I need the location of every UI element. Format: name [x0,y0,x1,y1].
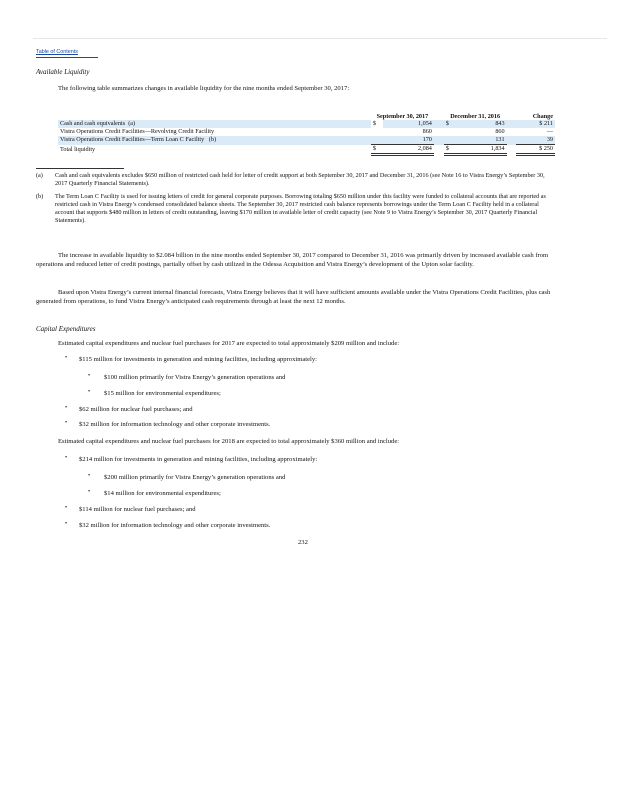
bullet-icon: • [88,473,91,479]
list-item-text: $114 million for nuclear fuel purchases; and [79,506,196,513]
list-item-text: $14 million for environmental expenditures; [104,490,221,497]
bullet-icon: • [88,389,91,395]
header-sept-2017: September 30, 2017 [376,112,429,120]
bullet-icon: • [65,505,68,511]
header-change: Change [532,112,553,120]
table-row [58,136,555,145]
bullet-icon: • [65,420,68,426]
bullet-icon: • [88,489,91,495]
list-item-text: $15 million for environmental expenditures; [104,390,221,397]
footnote-marker: (b) [36,193,44,200]
currency-symbol: $ [444,145,456,155]
top-divider [33,38,607,39]
list-item-text: $115 million for investments in generation and mining facilities, including approximately: [79,356,317,363]
available-liquidity-heading: Available Liquidity [36,68,90,76]
capex-2018-intro: Estimated capital expenditures and nuclear fuel purchases for 2018 are expected to total approximately $360 million and include: [58,438,400,445]
table-row-total [58,145,555,155]
footnote-divider [36,168,124,169]
value-2017: 170 [383,136,434,145]
capital-expenditures-heading: Capital Expenditures [36,325,96,333]
row-label: Total liquidity [60,145,96,153]
footnote-text: Cash and cash equivalents excludes $650 million of restricted cash held for letter of credit support at both September 30, 2017 and December 31, 2016 (see Note 16 to Vistra Energy’s September 30, 2017 Quarterly Financial Statements). [55,172,545,188]
list-item-text: $200 million primarily for Vistra Energy’s generation operations and [104,474,286,481]
table-row [58,120,555,128]
liquidity-intro: The following table summarizes changes in available liquidity for the nine months ended September 30, 2017: [58,85,350,92]
list-item-text: $32 million for information technology and other corporate investments. [79,522,271,529]
liquidity-analysis-paragraph: The increase in available liquidity to $2.084 billion in the nine months ended September 30, 2017 compared to December 31, 2016 was primarily driven by increased available cash from operations and reduced letter of credit postings, partially offset by cash utilized in the Odessa Acquisition and Vistra Energy’s development of the Upton solar facility. [36,252,549,268]
list-item-text: $214 million for investments in generation and mining facilities, including approximately: [79,456,318,463]
bullet-icon: • [65,455,68,461]
row-label: Vistra Operations Credit Facilities—Revolving Credit Facility [60,128,215,136]
table-header-row [58,104,555,120]
value-2017: 1,054 [383,120,434,128]
table-of-contents-link[interactable]: Table of Contents [36,49,78,55]
row-label: Cash and cash equivalents [60,120,126,127]
footnote-b [36,193,556,225]
list-item-text: $100 million primarily for Vistra Energy’s generation operations and [104,374,286,381]
capex-2017-intro: Estimated capital expenditures and nuclear fuel purchases for 2017 are expected to total approximately $209 million and include: [58,340,400,347]
liquidity-forecast-paragraph: Based upon Vistra Energy’s current internal financial forecasts, Vistra Energy believes that it will have sufficient amounts available under the Vistra Operations Credit Facilities, plus cash generated from operations, to fund Vistra Energy’s anticipated cash requirements through at least the next 12 months. [36,289,551,305]
list-item-text: $32 million for information technology and other corporate investments. [79,421,271,428]
value-change: — [546,128,553,136]
row-label: Vistra Operations Credit Facilities—Term Loan C Facility [60,136,205,144]
footnote-a [36,172,556,188]
page-number: 232 [298,539,308,546]
value-2016: 131 [456,136,507,145]
value-change: 39 [516,136,555,145]
liquidity-table [58,104,555,156]
bullet-icon: • [88,373,91,379]
list-item-text: $62 million for nuclear fuel purchases; and [79,406,193,413]
value-change: $ 250 [516,145,555,155]
table-row [58,128,555,136]
value-change: $ 211 [516,120,555,128]
value-2016: 843 [456,120,507,128]
value-2017: 860 [422,128,432,136]
bullet-icon: • [65,405,68,411]
footnote-text: The Term Loan C Facility is used for issuing letters of credit for general corporate purposes. Borrowing totaling $650 million under this facility were funded to collateral accounts that are reported as restricted cash in Vistra Energy’s condensed consolidated balance sheets. The September 30, 2017 restricted cash balance represents borrowings under the Term Loan C Facility held in a collateral account that supports $480 million in letters of credit outstanding, leaving $170 million in available letter of credit capacity (see Note 9 to Vistra Energy’s September 30, 2017 Quarterly Financial Statements). [55,193,546,225]
toc-underline [36,57,98,58]
currency-symbol: $ [444,120,456,128]
header-dec-2016: December 31, 2016 [450,112,501,120]
bullet-icon: • [65,521,68,527]
value-2017: 2,084 [383,145,434,155]
footnote-ref: (a) [128,120,136,127]
footnote-ref: (b) [208,136,217,144]
footnote-marker: (a) [36,172,43,179]
currency-symbol: $ [372,120,377,127]
currency-symbol: $ [371,145,383,155]
value-2016: 1,834 [456,145,507,155]
value-2016: 860 [495,128,505,136]
bullet-icon: • [65,355,68,361]
